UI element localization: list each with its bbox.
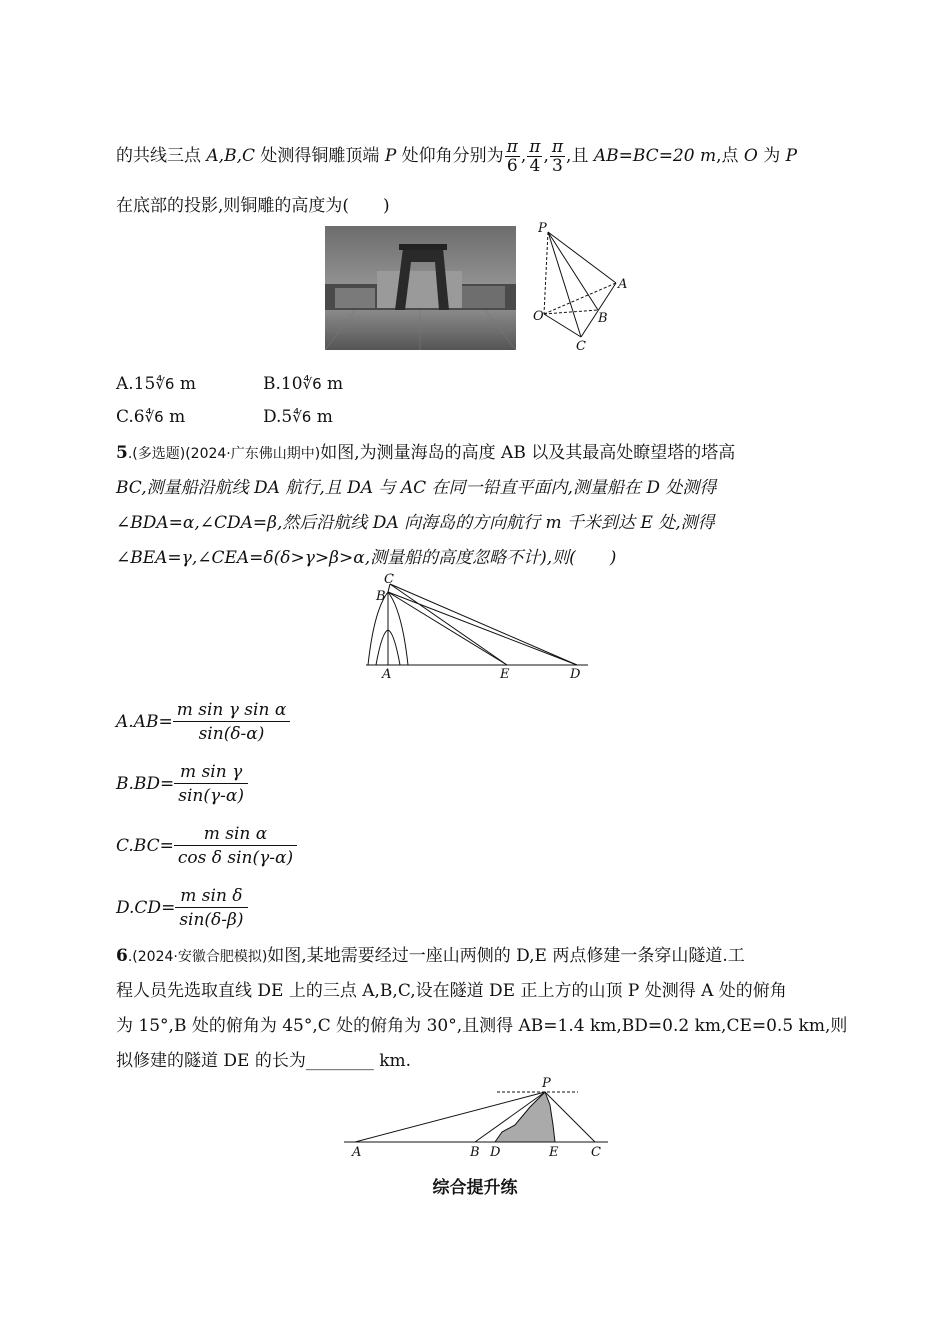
section-title: 综合提升练 (432, 1178, 518, 1198)
fraction-pi-6: $\frac{\pi}{6}$ (506, 137, 518, 176)
label-c: C (591, 1145, 601, 1160)
q4-point-p: P (384, 146, 397, 166)
q4-option-a[interactable]: A.15∜6 m (116, 374, 196, 394)
q4-option-d[interactable]: D.5∜6 m (263, 407, 333, 427)
label-d: D (570, 667, 581, 682)
q5-option-a[interactable]: A.AB= $\frac{\text{m sin γ sin α}}{\sin(\delta-\alpha)}$ (116, 700, 290, 744)
q6-line-4: 拟修建的隧道 DE 的长为________ km. (116, 1051, 412, 1071)
q5-text: 如图,为测量海岛的高度 AB 以及其最高处瞭望塔的塔高 (320, 443, 736, 463)
label-c: C (384, 572, 394, 587)
q4-text: 处测得铜雕顶端 (255, 146, 385, 166)
q4-option-c[interactable]: C.6∜6 m (116, 407, 186, 427)
q4-text: ,且 (566, 146, 594, 166)
q4-point-o: O (743, 146, 758, 166)
q5-line-2: BC,测量船沿航线 DA 航行,且 DA 与 AC 在同一铅直平面内,测量船在 D 处测得 (116, 478, 717, 498)
label-e: E (549, 1145, 559, 1160)
label-c: C (576, 339, 586, 354)
q6-number: 6 (116, 946, 128, 966)
q5-option-d[interactable]: D.CD= $\frac{\text{m sin δ}}{\sin(\delta-\beta)}$ (116, 886, 248, 930)
q5-option-b[interactable]: B.BD= $\frac{\text{m sin γ}}{\sin(\gamma-\alpha)}$ (116, 762, 248, 806)
fraction-pi-4: $\frac{\pi}{4}$ (529, 137, 541, 176)
q5-number: 5 (116, 443, 128, 463)
q4-option-b[interactable]: B.10∜6 m (263, 374, 344, 394)
tunnel-diagram (340, 1075, 610, 1161)
q6-line-3: 为 15°,B 处的俯角为 45°,C 处的俯角为 30°,且测得 AB=1.4 km,BD=0.2 km,CE=0.5 km,则 (116, 1016, 848, 1036)
sculpture-photo (325, 226, 516, 350)
q4-line-2: 在底部的投影,则铜雕的高度为( ) (116, 196, 390, 216)
q4-text: 的共线三点 (116, 146, 207, 166)
q6-text: 如图,某地需要经过一座山两侧的 D,E 两点修建一条穿山隧道.工 (267, 946, 745, 966)
q5-line-4: ∠BEA=γ,∠CEA=δ(δ>γ>β>α,测量船的高度忽略不计),则( ) (116, 548, 617, 568)
label-b: B (470, 1145, 480, 1160)
q4-equation: AB=BC=20 m (593, 146, 717, 166)
q4-line-1: 的共线三点 A,B,C 处测得铜雕顶端 P 处仰角分别为 $\frac{\pi}{6}$ , $\frac{\pi}{4}$ , $\frac{\pi}{3}$ ,且 AB=BC=20 m,点 O 为 P (116, 137, 798, 176)
fraction-pi-3: $\frac{\pi}{3}$ (551, 137, 564, 176)
label-b: B (598, 311, 608, 326)
q4-text: ,点 (716, 146, 744, 166)
q4-text: 为 (757, 146, 786, 166)
q5-line-1 (116, 442, 735, 465)
label-o: O (533, 309, 544, 324)
label-p: P (538, 221, 547, 236)
q4-text: 处仰角分别为 (396, 146, 504, 166)
q4-point-p: P (785, 146, 798, 166)
label-e: E (500, 667, 510, 682)
pyramid-diagram (528, 220, 638, 355)
q6-line-2: 程人员先选取直线 DE 上的三点 A,B,C,设在隧道 DE 正上方的山顶 P 处测得 A 处的俯角 (116, 981, 787, 1001)
q5-line-3: ∠BDA=α,∠CDA=β,然后沿航线 DA 向海岛的方向航行 m 千米到达 E 处,测得 (116, 513, 715, 533)
q4-points: A,B,C (206, 146, 255, 166)
label-b: B (376, 589, 386, 604)
q6-tag: .(2024·安徽合肥模拟) (127, 949, 268, 965)
label-p: P (542, 1076, 551, 1091)
q6-line-1 (116, 945, 745, 968)
label-d: D (490, 1145, 501, 1160)
q5-tag: .(多选题)(2024·广东佛山期中) (127, 446, 321, 462)
label-a: A (352, 1145, 362, 1160)
label-a: A (618, 277, 628, 292)
label-a: A (382, 667, 392, 682)
q5-option-c[interactable]: C.BC= $\frac{\text{m sin α}}{\text{cos δ sin(γ-α)}}$ (116, 824, 297, 868)
island-diagram (362, 570, 592, 682)
